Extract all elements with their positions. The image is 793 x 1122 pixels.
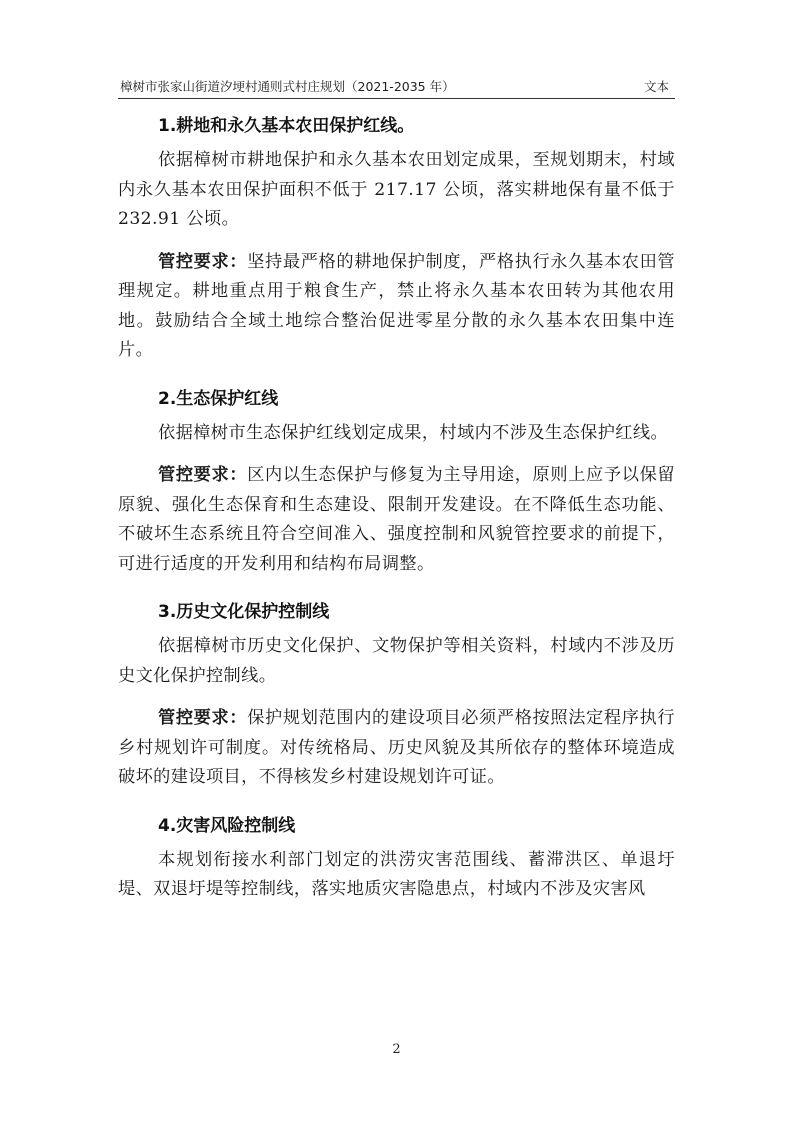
control-requirement-label: 管控要求： xyxy=(158,251,248,272)
control-requirement-label: 管控要求： xyxy=(158,465,248,485)
section-farmland xyxy=(118,106,675,366)
page-body xyxy=(118,106,675,918)
control-requirement-text: 保护规划范围内的建设项目必须严格按照法定程序执行乡村规划许可制度。对传统格局、历史风貌及其所依存的整体环境造成破坏的建设项目，不得核发乡村建设规划许可证。 xyxy=(118,708,675,787)
document-title: 樟树市张家山街道汐埂村通则式村庄规划（2021-2035 年） xyxy=(120,79,455,94)
control-requirement xyxy=(118,704,675,793)
section-heritage xyxy=(118,592,675,793)
section-heading: 3.历史文化保护控制线 xyxy=(158,602,330,622)
section-disaster xyxy=(118,806,675,905)
control-requirement-text: 坚持最严格的耕地保护制度，严格执行永久基本农田管理规定。耕地重点用于粮食生产，禁止将永久基本农田转为其他农用地。鼓励结合全域土地综合整治促进零星分散的永久基本农田集中连片。 xyxy=(118,251,675,360)
section-heading: 4.灾害风险控制线 xyxy=(158,815,296,836)
section-heading: 1.耕地和永久基本农田保护红线。 xyxy=(158,116,415,136)
section-paragraph: 依据樟树市生态保护红线划定成果，村域内不涉及生态保护红线。 xyxy=(158,422,669,443)
control-requirement-label: 管控要求： xyxy=(158,708,248,728)
section-paragraph: 本规划衔接水利部门划定的洪涝灾害范围线、蓄滞洪区、单退圩堤、双退圩堤等控制线，落实地质灾害隐患点，村域内不涉及灾害风 xyxy=(118,849,675,899)
control-requirement xyxy=(118,248,675,366)
control-requirement xyxy=(118,461,675,579)
section-paragraph: 依据樟树市历史文化保护、文物保护等相关资料，村域内不涉及历史文化保护控制线。 xyxy=(118,636,675,686)
section-paragraph: 依据樟树市耕地保护和永久基本农田划定成果，至规划期末，村域内永久基本农田保护面积不低于 217.17 公顷，落实耕地保有量不低于 232.91 公顷。 xyxy=(118,150,675,229)
document-section-tag: 文本 xyxy=(643,79,669,94)
control-requirement-text: 区内以生态保护与修复为主导用途，原则上应予以保留原貌、强化生态保育和生态建设、限制开发建设。在不降低生态功能、不破坏生态系统且符合空间准入、强度控制和风貌管控要求的前提下，可进行适度的开发利用和结构布局调整。 xyxy=(118,465,675,574)
section-heading: 2.生态保护红线 xyxy=(158,388,279,409)
page-header xyxy=(118,74,675,99)
page-number: 2 xyxy=(392,1042,401,1057)
section-ecology xyxy=(118,379,675,580)
